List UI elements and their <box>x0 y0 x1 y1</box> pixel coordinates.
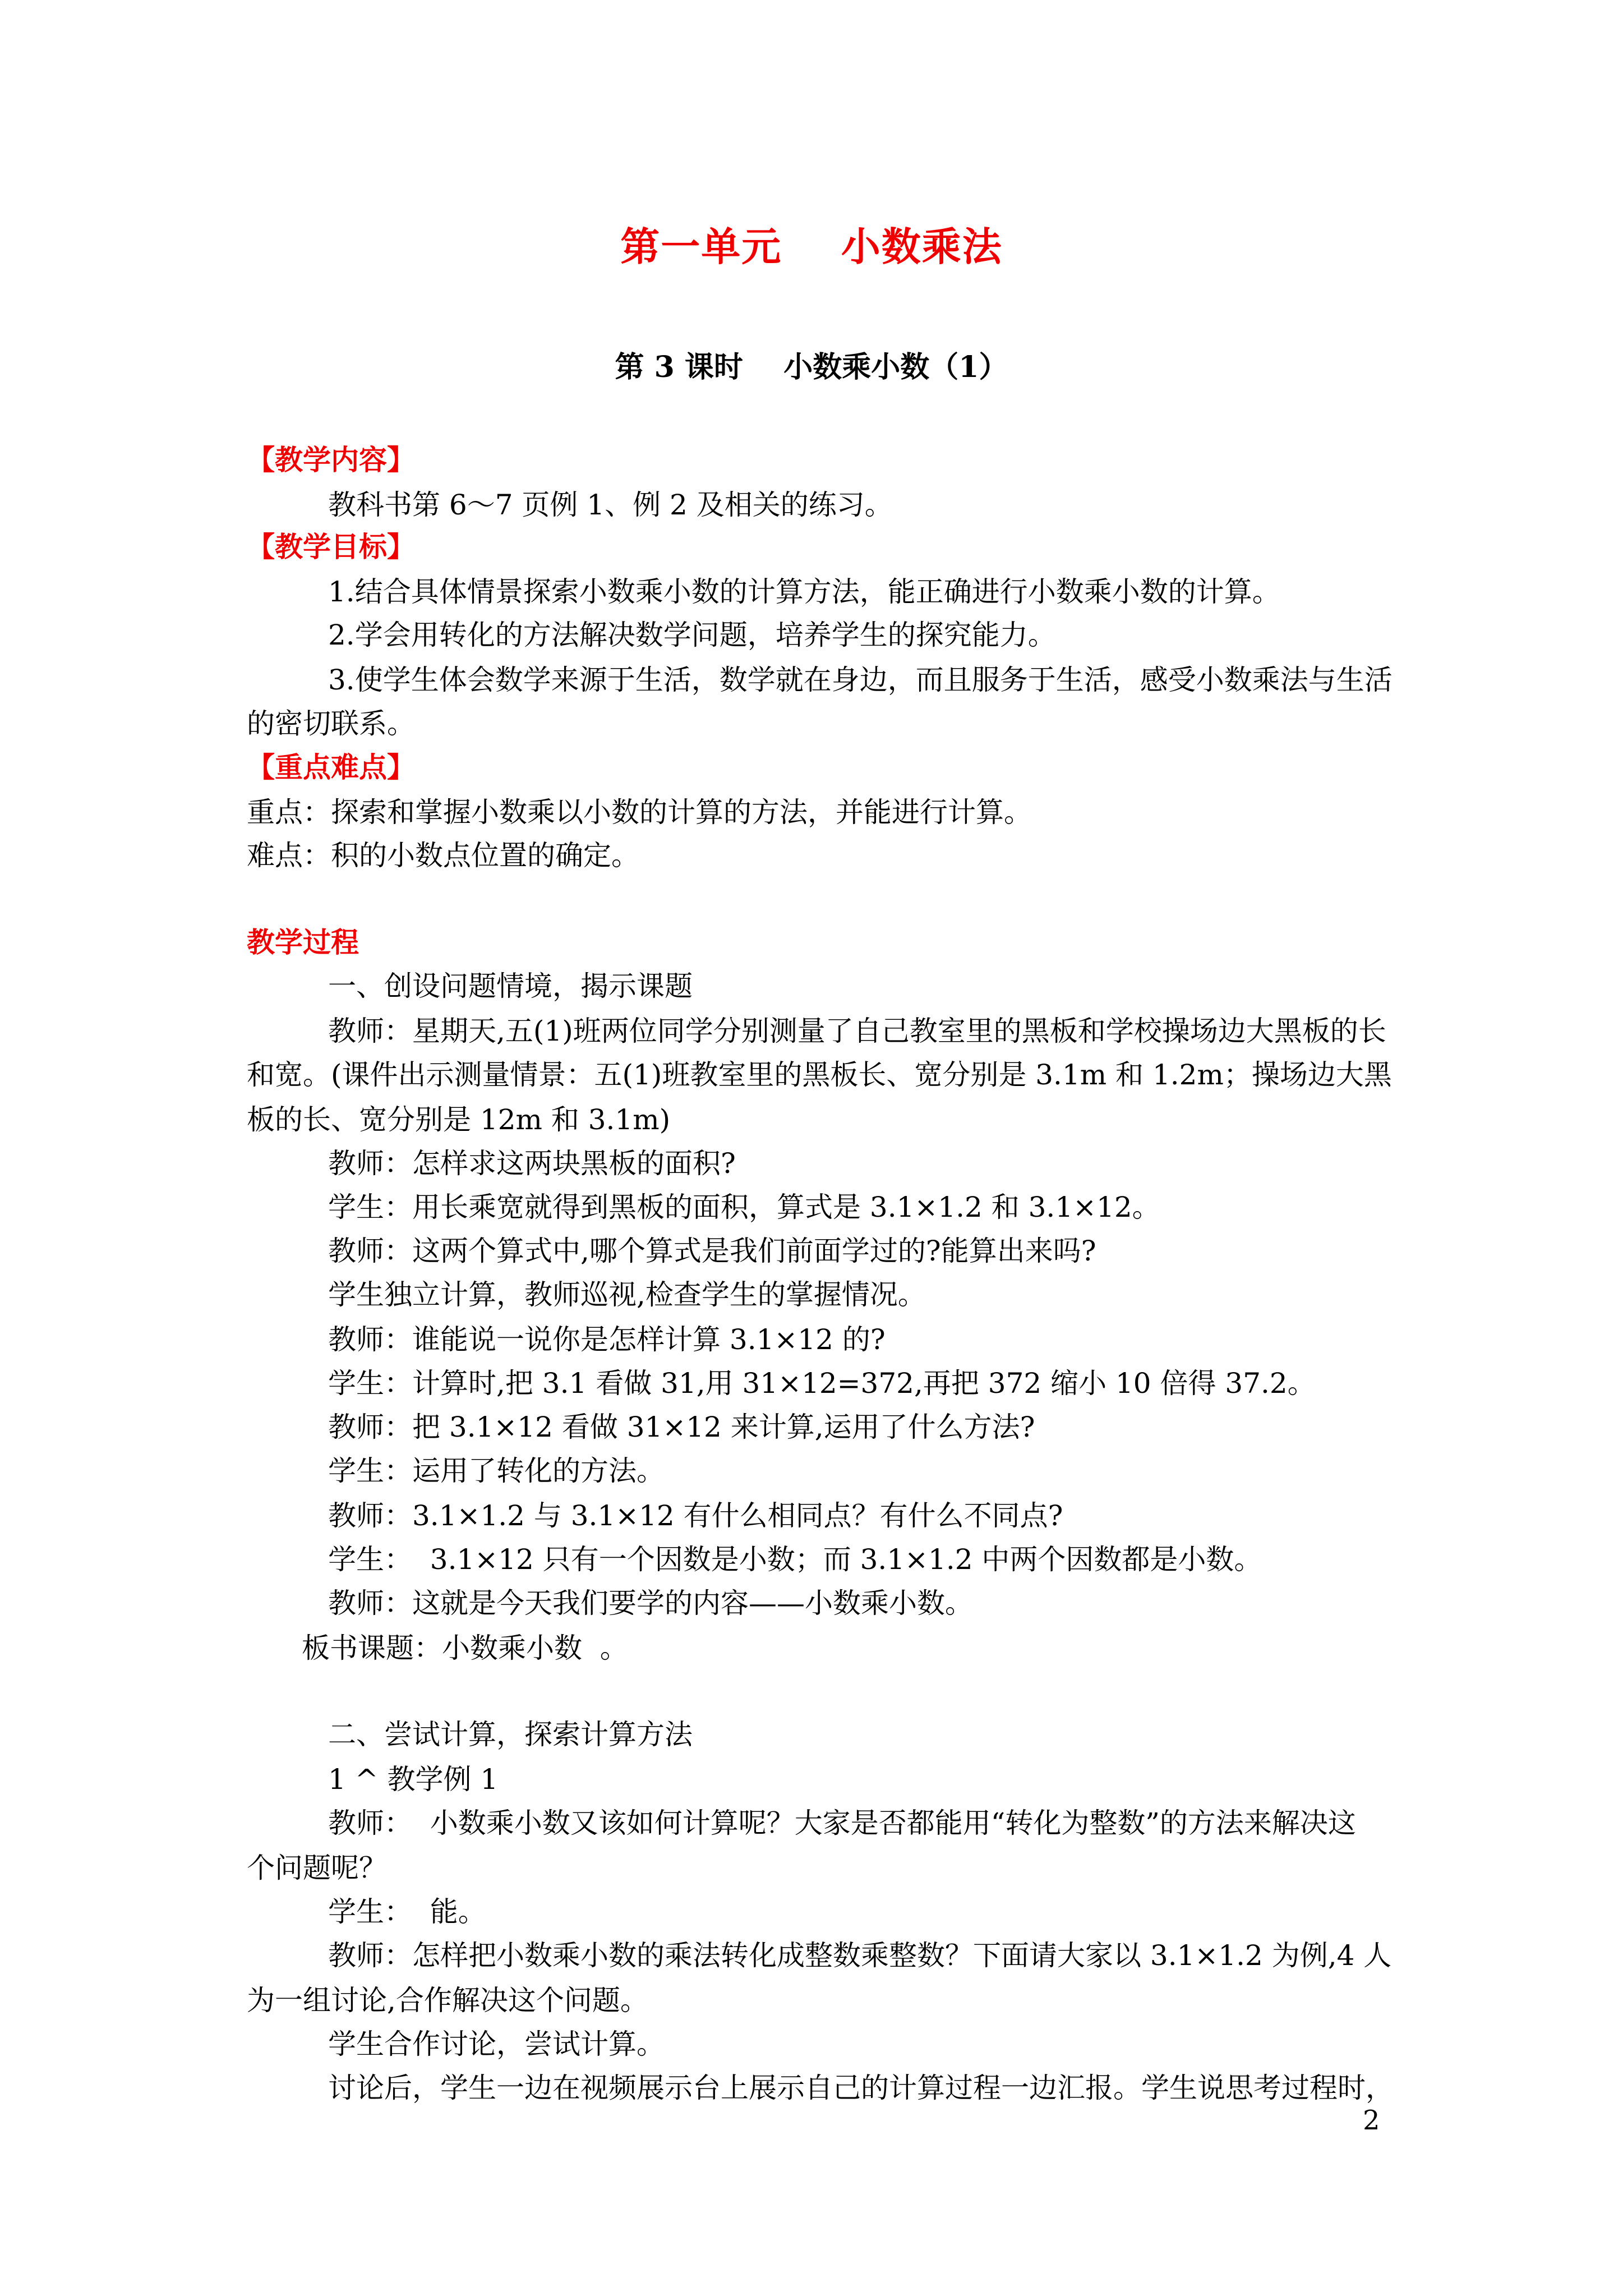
process-line: 板的长、宽分别是 12m 和 3.1m) <box>247 1103 671 1136</box>
section-heading-process: 教学过程 <box>247 926 359 959</box>
process-line: 为一组讨论,合作解决这个问题。 <box>247 1984 648 2017</box>
process-line: 学生：用长乘宽就得到黑板的面积，算式是 3.1×1.2 和 3.1×12。 <box>328 1191 1160 1223</box>
process-line: 教师：怎样把小数乘小数的乘法转化成整数乘整数？下面请大家以 3.1×1.2 为例,4 人 <box>328 1939 1392 1972</box>
process-line: 学生： 3.1×12 只有一个因数是小数；而 3.1×1.2 中两个因数都是小数。 <box>328 1543 1262 1576</box>
goal-item-continuation: 的密切联系。 <box>247 707 415 740</box>
process-line: 一、创设问题情境，揭示课题 <box>328 970 693 1002</box>
goal-item: 3.使学生体会数学来源于生活，数学就在身边，而且服务于生活，感受小数乘法与生活 <box>328 664 1393 696</box>
process-line: 板书课题：小数乘小数 。 <box>302 1632 628 1664</box>
key-point-item: 重点：探索和掌握小数乘以小数的计算的方法，并能进行计算。 <box>247 796 1032 829</box>
goal-item: 2.学会用转化的方法解决数学问题，培养学生的探究能力。 <box>328 619 1056 651</box>
process-line: 教师：这就是今天我们要学的内容——小数乘小数。 <box>328 1587 973 1619</box>
process-line: 讨论后，学生一边在视频展示台上展示自己的计算过程一边汇报。学生说思考过程时， <box>328 2072 1394 2104</box>
process-line: 学生：运用了转化的方法。 <box>328 1455 665 1487</box>
lesson-subtitle: 第 3 课时 小数乘小数（1） <box>615 350 1008 384</box>
process-line: 教师：怎样求这两块黑板的面积? <box>328 1147 736 1180</box>
process-line: 学生：计算时,把 3.1 看做 31,用 31×12=372,再把 372 缩小 10 倍得 37.2。 <box>328 1367 1316 1400</box>
process-line: 学生合作讨论，尝试计算。 <box>328 2028 665 2060</box>
process-line: 和宽。(课件出示测量情景：五(1)班教室里的黑板长、宽分别是 3.1m 和 1.2m；操场边大黑 <box>247 1059 1392 1091</box>
process-line: 1 ^ 教学例 1 <box>328 1763 499 1796</box>
process-line: 教师： 小数乘小数又该如何计算呢？大家是否都能用“转化为整数”的方法来解决这 <box>328 1807 1356 1839</box>
process-line: 教师：谁能说一说你是怎样计算 3.1×12 的? <box>328 1323 886 1356</box>
process-line: 教师：这两个算式中,哪个算式是我们前面学过的?能算出来吗? <box>328 1235 1096 1267</box>
page-number: 2 <box>1363 2105 1380 2136</box>
goal-item: 1.结合具体情景探索小数乘小数的计算方法，能正确进行小数乘小数的计算。 <box>328 576 1280 608</box>
process-line: 个问题呢？ <box>247 1852 387 1884</box>
process-line: 教师：3.1×1.2 与 3.1×12 有什么相同点？有什么不同点? <box>328 1499 1063 1532</box>
process-line: 二、尝试计算，探索计算方法 <box>328 1718 693 1751</box>
section-heading-content: 【教学内容】 <box>247 443 415 476</box>
unit-title: 第一单元 小数乘法 <box>620 223 1003 270</box>
process-line: 教师：星期天,五(1)班两位同学分别测量了自己教室里的黑板和学校操场边大黑板的长 <box>328 1015 1386 1047</box>
section-heading-key-points: 【重点难点】 <box>247 751 415 784</box>
difficulty-item: 难点：积的小数点位置的确定。 <box>247 839 639 872</box>
process-line: 学生独立计算，教师巡视,检查学生的掌握情况。 <box>328 1278 926 1311</box>
process-line: 教师：把 3.1×12 看做 31×12 来计算,运用了什么方法? <box>328 1411 1035 1443</box>
process-line: 学生： 能。 <box>328 1895 486 1928</box>
section-heading-goals: 【教学目标】 <box>247 530 415 563</box>
content-text: 教科书第 6～7 页例 1、例 2 及相关的练习。 <box>328 489 893 521</box>
